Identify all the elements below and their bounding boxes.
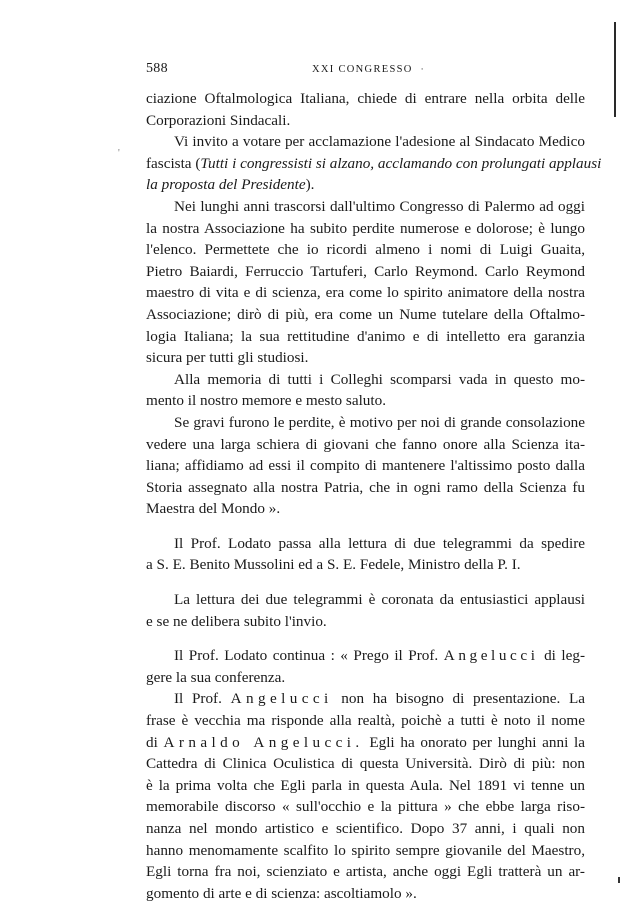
body-text (146, 88, 602, 904)
text-line: Cattedra di Clinica Oculistica di questa Università. Dirò di più: non (146, 755, 585, 773)
text-line: ciazione Oftalmologica Italiana, chiede di entrare nella orbita delle (146, 90, 585, 107)
text-line: La lettura dei due telegrammi è coronata da entusiastici applausi (174, 591, 585, 609)
text-line: Se gravi furono le perdite, è motivo per noi di grande consolazione (174, 413, 585, 431)
text-line: Nei lunghi anni trascorsi dall'ultimo Congresso di Palermo ad oggi (174, 197, 585, 215)
text-line: la nostra Associazione ha subito perdite numerose e dolorose; è lungo (146, 219, 585, 237)
text-line: sicura per tutti gli studiosi. (146, 349, 309, 367)
text-line: memorabile discorso « sull'occhio e la pittura » che ebbe larga riso- (146, 798, 585, 816)
paragraph-gap (146, 632, 585, 645)
running-head (312, 64, 425, 75)
text-line: l'elenco. Permettete che io ricordi almeno i nomi di Luigi Guaita, (146, 241, 585, 259)
text-line: Pietro Baiardi, Ferruccio Tartuferi, Carlo Reymond. Carlo Reymond (146, 262, 585, 280)
text-line: gere la sua conferenza. (146, 668, 286, 686)
text-line: hanno menomamente scalfito lo spirito sempre giovanile del Maestro, (146, 841, 585, 859)
text-line: Egli torna fra noi, scienziato e artista, anche oggi Egli tratterà un ar- (146, 863, 585, 881)
text-line: nanza nel mondo artistico e scientifico. Dopo 37 anni, i quali non (146, 820, 585, 837)
text-line (146, 688, 585, 710)
italic-run: la proposta del Presidente (146, 176, 306, 194)
text-line: è la prima volta che Egli parla in questa Aula. Nel 1891 vi tenne un (146, 776, 585, 794)
text-line: Alla memoria di tutti i Colleghi scomparsi vada in questo mo- (174, 370, 585, 388)
text-run: Il Prof. Lodato continua : « Prego il Prof. (174, 647, 439, 665)
text-line: vedere una larga schiera di giovani che fanno onore alla Scienza ita- (146, 435, 585, 453)
text-line: mento il nostro memore e mesto saluto. (146, 392, 387, 410)
text-line: frase è vecchia ma risponde alla realtà, poichè a tutti è noto il nome (146, 712, 585, 730)
text-line (146, 174, 585, 196)
text-line: Maestra del Mondo ». (146, 500, 281, 518)
page-edge-rule (614, 22, 616, 117)
text-run: Il Prof. (174, 690, 222, 708)
text-line: Storia assegnato alla nostra Patria, che in ogni ramo della Scienza fu (146, 478, 585, 496)
running-head-title: XXI CONGRESSO (312, 64, 413, 75)
text-line: Vi invito a votare per acclamazione l'adesione al Sindacato Medico (174, 133, 585, 151)
text-line (146, 732, 585, 754)
spaced-name: Arnaldo Angelucci. (163, 733, 364, 751)
text-run: ). (305, 176, 315, 194)
text-line: e se ne delibera subito l'invio. (146, 612, 327, 630)
spaced-name: Angelucci (443, 647, 539, 665)
text-line: maestro di vita e di scienza, era come lo spirito animatore della nostra (146, 284, 585, 302)
text-line (146, 153, 602, 175)
text-line: liana; affidiamo ad essi il compito di mantenere l'altissimo posto dalla (146, 457, 585, 475)
text-run: di (146, 733, 158, 751)
text-line: a S. E. Benito Mussolini ed a S. E. Fedele, Ministro della P. I. (146, 556, 521, 574)
text-line: Il Prof. Lodato passa alla lettura di due telegrammi da spedire (174, 534, 585, 552)
text-line: logia Italiana; la sua rettitudine d'animo e di intelletto era garanzia (146, 327, 585, 345)
spaced-name: Angelucci (230, 690, 333, 708)
paragraph-gap (146, 520, 585, 533)
text-line: gomento di arte e di scienza: ascoltiamolo ». (146, 884, 417, 902)
running-head-mark: · (420, 64, 425, 74)
page-number: 588 (146, 61, 168, 76)
margin-mark: ' (118, 148, 120, 159)
text-run: Egli ha onorato per lunghi anni la (369, 733, 585, 751)
text-line: Associazione; dirò di più, era come un Nume tutelare della Oftalmo- (146, 305, 585, 323)
page-edge-mark (618, 877, 620, 883)
italic-run: Tutti i congressisti si alzano, acclamando con prolungati applausi (200, 154, 602, 172)
paragraph-gap (146, 576, 585, 589)
text-run: di leg- (544, 647, 586, 665)
text-line (146, 645, 585, 667)
text-run: fascista ( (146, 154, 201, 172)
text-run: non ha bisogno di presentazione. La (341, 690, 586, 708)
text-line: Corporazioni Sindacali. (146, 111, 291, 129)
